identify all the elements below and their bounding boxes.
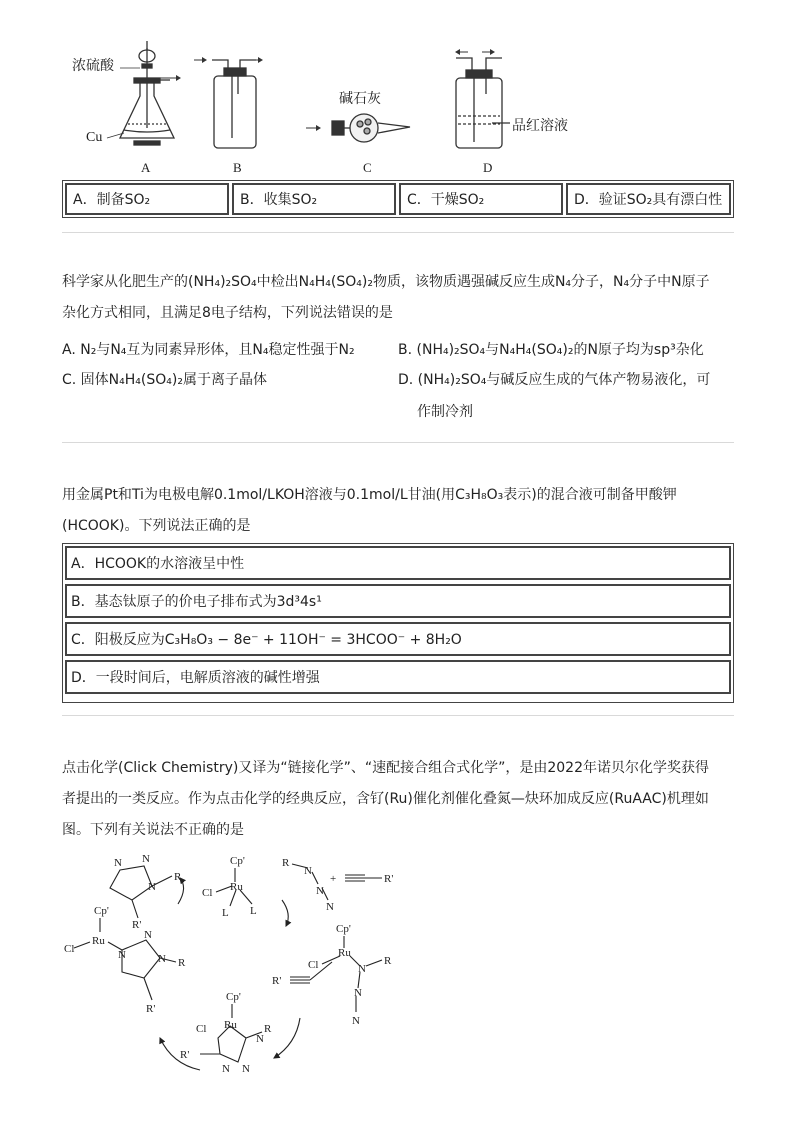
lbl-n13: N bbox=[118, 949, 126, 961]
q3-stem-line2: (HCOOK)。下列说法正确的是 bbox=[62, 518, 251, 534]
lbl-rp3: R' bbox=[272, 975, 282, 987]
lbl-n4: N bbox=[304, 865, 312, 877]
q4-stem-line1: 点击化学(Click Chemistry)又译为“链接化学”、“速配接合组合式化学”，是由2022年诺贝尔化学奖获得 bbox=[62, 760, 709, 776]
lbl-n8: N bbox=[354, 987, 362, 999]
lbl-ru2: Ru bbox=[338, 947, 351, 959]
lbl-rp2: R' bbox=[384, 873, 394, 885]
q3-option-d[interactable] bbox=[65, 660, 731, 694]
lbl-n6: N bbox=[326, 901, 334, 913]
lbl-n5: N bbox=[316, 885, 324, 897]
divider-2 bbox=[62, 442, 734, 443]
option-b-text: B．收集SO₂ bbox=[240, 192, 318, 208]
lbl-n14: N bbox=[144, 929, 152, 941]
q3-option-b[interactable] bbox=[65, 584, 731, 618]
lbl-rp5: R' bbox=[146, 1003, 156, 1015]
lbl-cl2: Cl bbox=[308, 959, 319, 971]
q2-option-a[interactable]: A. N₂与N₄互为同素异形体，且N₄稳定性强于N₂ bbox=[62, 342, 355, 358]
option-c[interactable] bbox=[399, 183, 563, 215]
lbl-r2: R bbox=[282, 857, 290, 869]
q3-options-table bbox=[62, 543, 734, 703]
lbl-rp4: R' bbox=[180, 1049, 190, 1061]
label-cu: Cu bbox=[86, 130, 103, 145]
lbl-ru3: Ru bbox=[224, 1019, 237, 1031]
q3-option-c-text: C．阳极反应为C₃H₈O₃ − 8e⁻ + 11OH⁻ = 3HCOO⁻ + 8H₂O bbox=[71, 632, 462, 648]
lbl-l1: L bbox=[222, 907, 229, 919]
q3-stem bbox=[62, 480, 734, 542]
apparatus-options-table bbox=[62, 180, 734, 218]
lbl-cl4: Cl bbox=[64, 943, 75, 955]
q3-stem-line1: 用金属Pt和Ti为电极电解0.1mol/LKOH溶液与0.1mol/L甘油(用C₃H₈O₃表示)的混合液可制备甲酸钾 bbox=[62, 487, 677, 503]
lbl-cl1: Cl bbox=[202, 887, 213, 899]
apparatus-c bbox=[332, 114, 410, 142]
lbl-ru4: Ru bbox=[92, 935, 105, 947]
q2-option-c[interactable]: C. 固体N₄H₄(SO₄)₂属于离子晶体 bbox=[62, 372, 267, 388]
q2-stem bbox=[62, 267, 734, 329]
option-c-text: C．干燥SO₂ bbox=[407, 192, 485, 208]
q2-option-b[interactable]: B. (NH₄)₂SO₄与N₄H₄(SO₄)₂的N原子均为sp³杂化 bbox=[398, 342, 704, 358]
q2-stem-line1: 科学家从化肥生产的(NH₄)₂SO₄中检出N₄H₄(SO₄)₂物质，该物质遇强碱反应生成N₄分子，N₄分子中N原子 bbox=[62, 274, 710, 290]
option-d-text: D．验证SO₂具有漂白性 bbox=[574, 192, 723, 208]
q4-stem-line3: 图。下列有关说法不正确的是 bbox=[62, 822, 244, 838]
lbl-l2: L bbox=[250, 905, 257, 917]
lbl-cl3: Cl bbox=[196, 1023, 207, 1035]
lbl-r5: R bbox=[178, 957, 186, 969]
lbl-r1: R bbox=[174, 871, 182, 883]
lbl-n9: N bbox=[352, 1015, 360, 1027]
q3-option-a[interactable] bbox=[65, 546, 731, 580]
lbl-ru1: Ru bbox=[230, 881, 243, 893]
q3-option-c[interactable] bbox=[65, 622, 731, 656]
letter-c: C bbox=[363, 160, 372, 175]
q2-option-d-cont: 作制冷剂 bbox=[417, 404, 473, 420]
label-acid: 浓硫酸 bbox=[72, 59, 114, 74]
q4-stem-line2: 者提出的一类反应。作为点击化学的经典反应，含钌(Ru)催化剂催化叠氮—炔环加成反应(RuAAC)机理如 bbox=[62, 791, 709, 807]
lbl-cp2: Cp' bbox=[336, 923, 351, 935]
lbl-plus: + bbox=[330, 873, 337, 885]
letter-d: D bbox=[483, 160, 493, 175]
q2-stem-line2: 杂化方式相同，且满足8电子结构，下列说法错误的是 bbox=[62, 305, 393, 321]
q4-stem bbox=[62, 753, 734, 846]
ruthenacycle-ring bbox=[218, 1026, 246, 1062]
option-b[interactable] bbox=[232, 183, 396, 215]
apparatus-figure bbox=[62, 38, 734, 180]
lbl-n3: N bbox=[148, 881, 156, 893]
q3-option-d-text: D．一段时间后，电解质溶液的碱性增强 bbox=[71, 670, 320, 686]
lbl-cp4: Cp' bbox=[94, 905, 109, 917]
lbl-n12: N bbox=[222, 1063, 230, 1075]
lbl-r3: R bbox=[384, 955, 392, 967]
apparatus-d bbox=[456, 58, 510, 148]
lbl-rp1: R' bbox=[132, 919, 142, 931]
q2-option-d[interactable]: D. (NH₄)₂SO₄与碱反应生成的气体产物易液化，可 bbox=[398, 372, 711, 388]
divider-1 bbox=[62, 232, 734, 233]
q3-option-a-text: A．HCOOK的水溶液呈中性 bbox=[71, 556, 245, 572]
apparatus-a bbox=[120, 41, 174, 145]
left-triazole-ring bbox=[122, 940, 160, 978]
q3-option-b-text: B．基态钛原子的价电子排布式为3d³4s¹ bbox=[71, 594, 322, 610]
lbl-n10: N bbox=[256, 1033, 264, 1045]
lbl-n11: N bbox=[242, 1063, 250, 1075]
lbl-cp1: Cp' bbox=[230, 855, 245, 867]
option-a-text: A．制备SO₂ bbox=[73, 192, 151, 208]
lbl-n2: N bbox=[142, 853, 150, 865]
label-fuchsin: 品红溶液 bbox=[512, 119, 568, 134]
apparatus-b bbox=[212, 60, 256, 148]
letter-a: A bbox=[141, 160, 151, 175]
divider-3 bbox=[62, 715, 734, 716]
lbl-cp3: Cp' bbox=[226, 991, 241, 1003]
option-a[interactable] bbox=[65, 183, 229, 215]
lbl-n15: N bbox=[158, 953, 166, 965]
lbl-r4: R bbox=[264, 1023, 272, 1035]
lbl-n1: N bbox=[114, 857, 122, 869]
lbl-n7: N bbox=[358, 963, 366, 975]
label-soda-lime: 碱石灰 bbox=[339, 92, 381, 107]
option-d[interactable] bbox=[566, 183, 731, 215]
ruaac-mechanism-diagram bbox=[60, 848, 480, 1118]
letter-b: B bbox=[233, 160, 242, 175]
product-triazole-ring bbox=[110, 866, 152, 900]
